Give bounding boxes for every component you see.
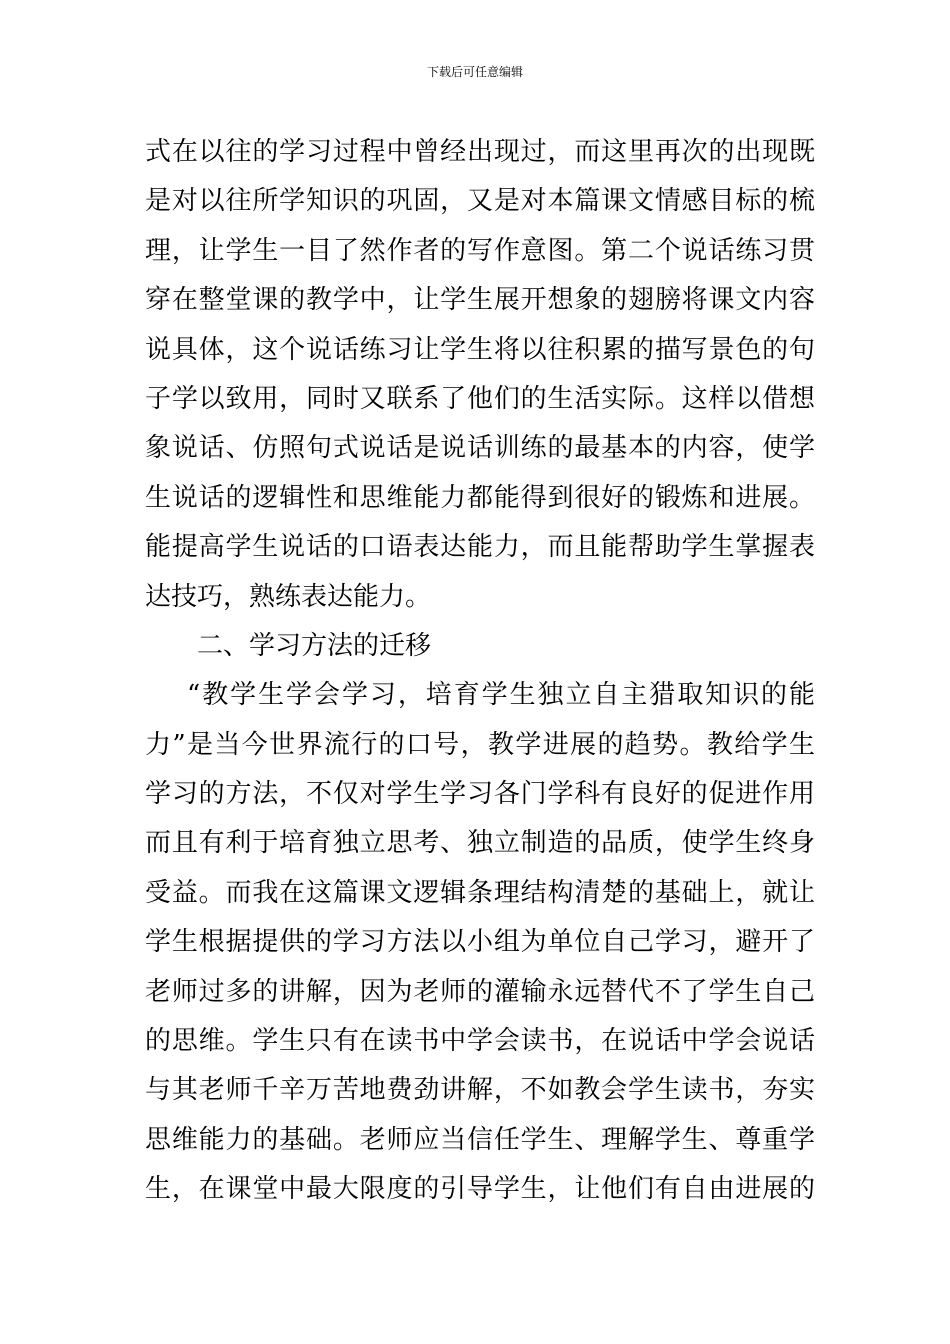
text-line: 式在以往的学习过程中曾经出现过，而这里再次的出现既 [145, 137, 815, 167]
text-line: 学习的方法，不仅对学生学习各门学科有良好的促进作用 [145, 779, 815, 810]
text-line: 而且有利于培育独立思考、独立制造的品质，使学生终身 [145, 828, 815, 859]
section-heading: 二、学习方法的迁移 [197, 630, 432, 661]
text-line: 象说话、仿照句式说话是说话训练的最基本的内容，使学 [145, 433, 815, 464]
paragraph-1 [145, 128, 815, 622]
text-line: 是对以往所学知识的巩固，又是对本篇课文情感目标的梳 [145, 186, 815, 217]
text-line: “教学生学会学习，培育学生独立自主猎取知识的能 [187, 680, 815, 711]
page-header-note: 下载后可任意编辑 [426, 65, 523, 79]
text-line: 学生根据提供的学习方法以小组为单位自己学习，避开了 [145, 927, 815, 958]
text-line: 生，在课堂中最大限度的引导学生，让他们有自由进展的 [145, 1174, 815, 1205]
text-line: 与其老师千辛万苦地费劲讲解，不如教会学生读书，夯实 [145, 1075, 815, 1106]
text-line: 说具体，这个说话练习让学生将以往积累的描写景色的句 [145, 334, 815, 365]
text-line: 思维能力的基础。老师应当信任学生、理解学生、尊重学 [145, 1124, 815, 1155]
text-line: 子学以致用，同时又联系了他们的生活实际。这样以借想 [145, 383, 815, 414]
text-line: 的思维。学生只有在读书中学会读书，在说话中学会说话 [145, 1026, 815, 1057]
text-line: 力”是当今世界流行的口号，教学进展的趋势。教给学生 [145, 729, 815, 760]
text-line: 理，让学生一目了然作者的写作意图。第二个说话练习贯 [145, 235, 815, 266]
text-line: 达技巧，熟练表达能力。 [145, 581, 432, 612]
text-line: 穿在整堂课的教学中，让学生展开想象的翅膀将课文内容 [145, 285, 815, 316]
text-line: 能提高学生说话的口语表达能力，而且能帮助学生掌握表 [145, 532, 815, 563]
text-line: 受益。而我在这篇课文逻辑条理结构清楚的基础上，就让 [145, 877, 815, 908]
text-line: 老师过多的讲解，因为老师的灌输永远替代不了学生自己 [145, 976, 815, 1007]
document-body [145, 128, 815, 1215]
text-line: 生说话的逻辑性和思维能力都能得到很好的锻炼和进展。 [145, 482, 815, 513]
paragraph-2 [145, 671, 815, 1214]
